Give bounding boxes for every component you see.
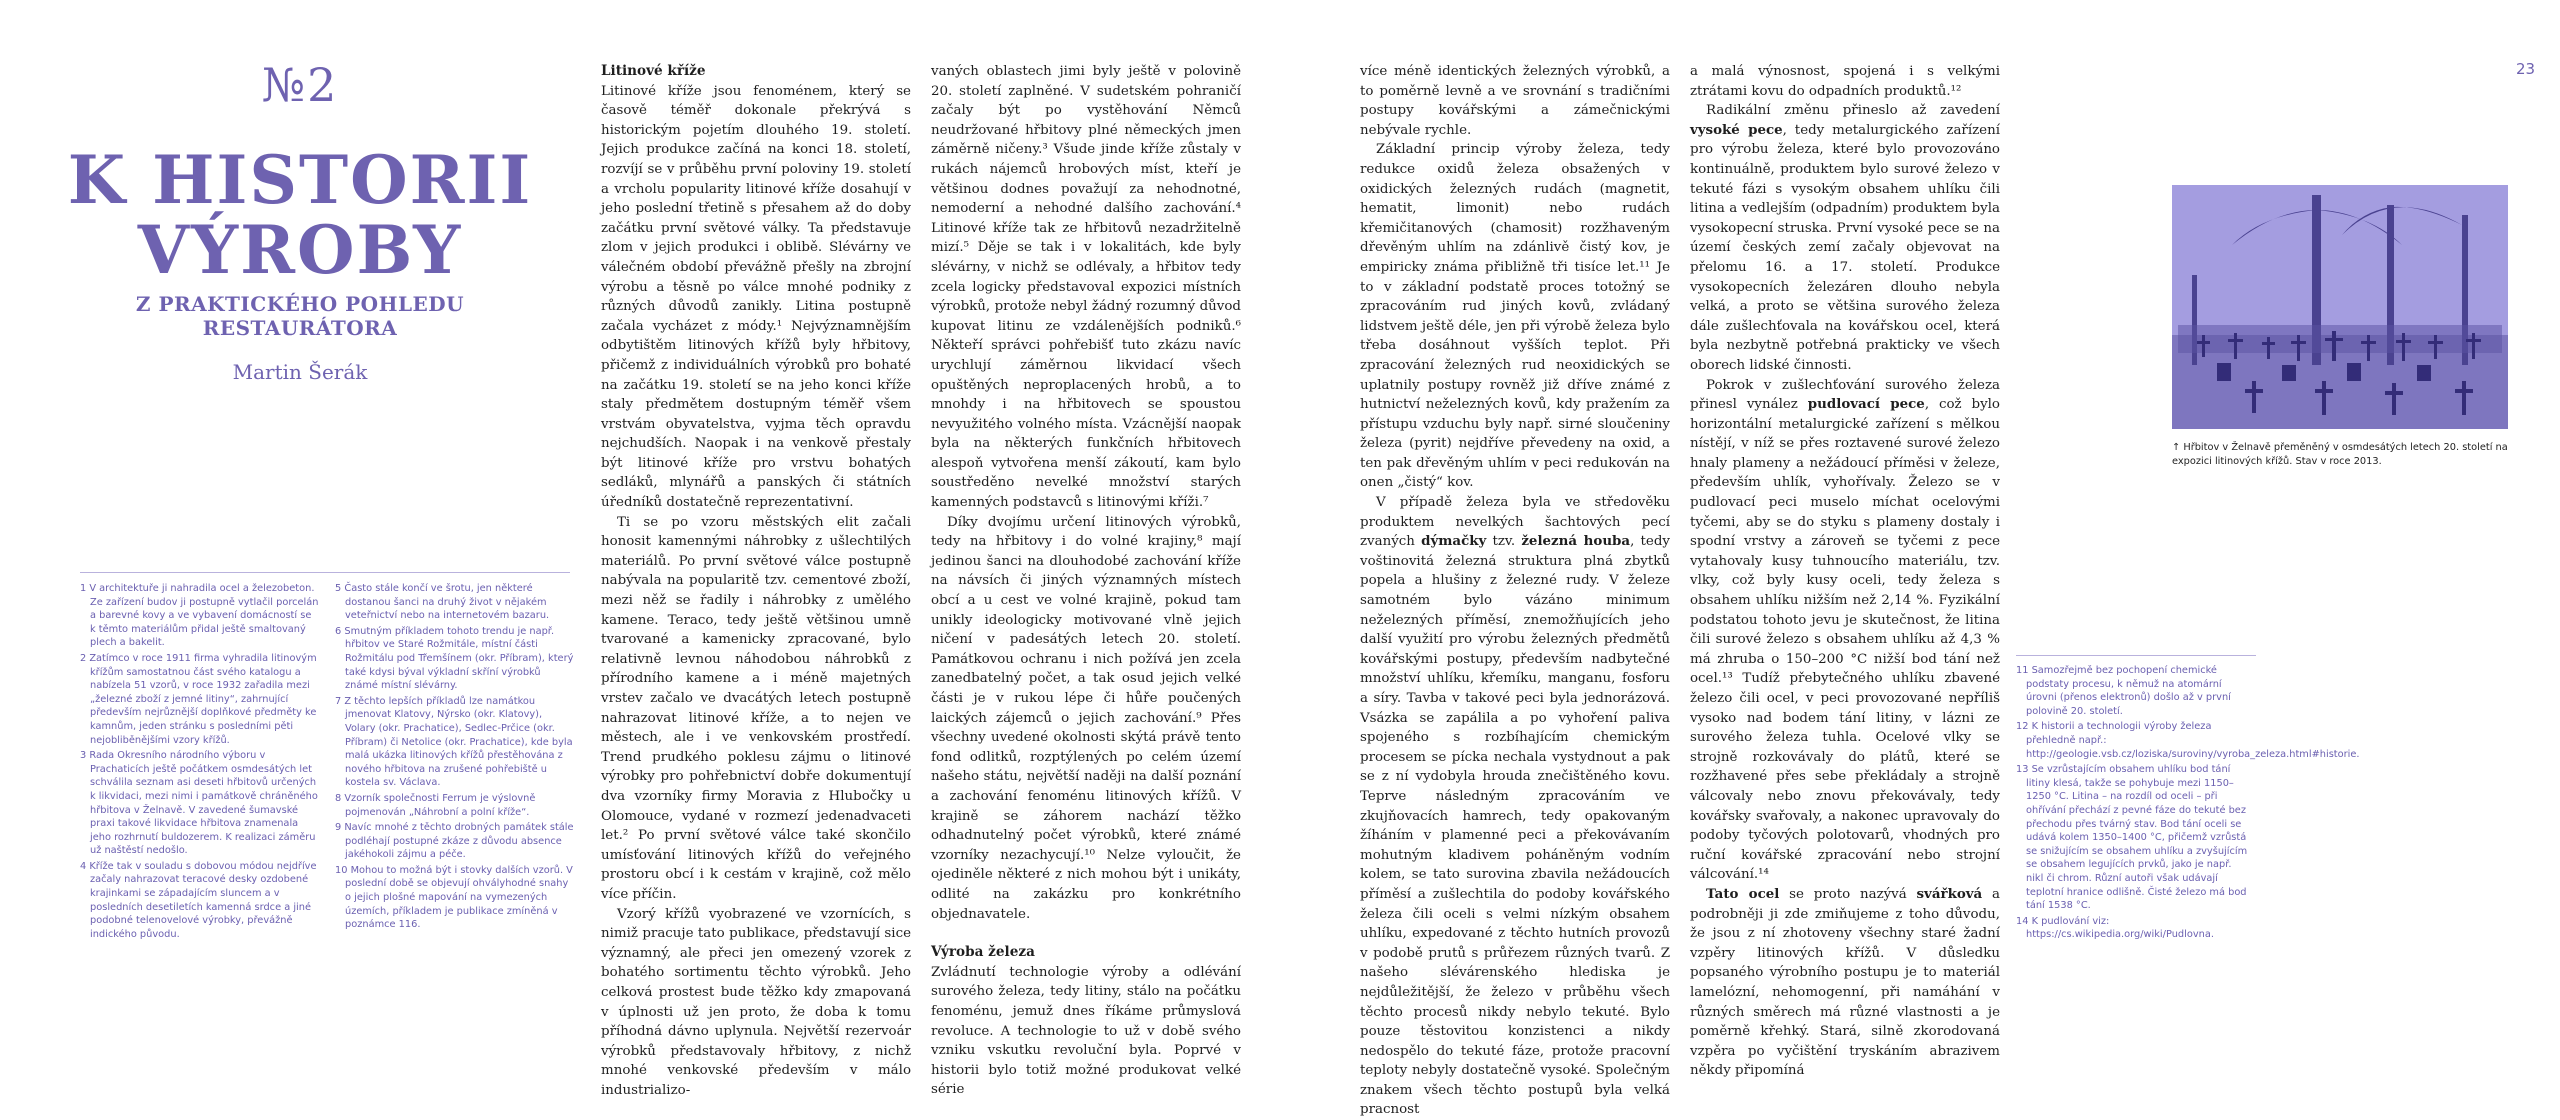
paragraph: vaných oblastech jimi byly ještě v polovině 20. století zaplněné. V sudetském pohraničí začaly být po vystěhování Němců neudržované hřbitovy plné německých jmen záměrně ničeny.³ Všude jinde kříže zůstaly v rukách nájemců hrobových míst, kteří je většinou dodnes považují za nehodnotné, nemoderní a nehodné dalšího zachování.⁴ Litinové kříže tak ze hřbitovů nezadržitelně mizí.⁵ Děje se tak i v lokalitách, kde byly slévárny, v nichž se odlévaly, a hřbitov tedy zcela logicky představoval expozici místních výrobků, protože nebyl žádný rozumný důvod kupovat litinu ze vzdálenějších podniků.⁶ Někteří správci pohřebišť tuto zkázu navíc urychlují záměrnou likvidací všech opuštěných neproplacených hrobů, a to mnohdy i na hřbitovech se spoustou nevyužitého volného místa. Vzácnější naopak byla na některých funkčních hřbitovech alespoň vytvořena menší zákoutí, kam bylo soustředěno nevelké množství starých kamenných podstavců s litinovými kříži.⁷ [931,64,1241,511]
text-column-4 [1690,62,2000,1081]
footnote: 4 Kříže tak v souladu s dobovou módou nejdříve začaly nahrazovat teracové desky ozdobené krajinkami se západajícím sluncem a v posledních desetiletích kamenná srdce a jiné podobné telenovelové výrobky, převážně indického původu. [80,860,317,940]
page-number: 23 [2516,60,2536,78]
article-title-line2: VÝROBY [137,211,463,289]
footnotes-right [2016,664,2360,944]
footnote: 13 Se vzrůstajícím obsahem uhlíku bod tání litiny klesá, takže se pohybuje mezi 1150–1250 °C. Litina – na rozdíl od oceli – při ohřívání přechází z pevné fáze do tekuté bez přechodu přes tvárný stav. Bod tání oceli se udává kolem 1350–1400 °C, přičemž vzrůstá se snižujícím se obsahem uhlíku a zvyšujícím se obsahem legujících prvků, jako je např. nikl či chrom. Různí autoři však udávají teplotní hranice odlišně. Čisté železo má bod tání 1538 °C. [2016,764,2248,912]
footnote: 9 Navíc mnohé z těchto drobných památek stále podléhají postupné zkáze z důvodu absence jakéhokoli zájmu a péče. [335,822,574,861]
footnote: 5 Často stále končí ve šrotu, jen některé dostanou šanci na druhý život v nějakém veteřnictví nebo na internetovém bazaru. [335,583,550,622]
paragraph: více méně identických železných výrobků, a to poměrně levně a ve srovnání s tradičními postupy kovářskými a zámečnickými nebývale rychle. [1360,64,1670,138]
text-column-2 [931,62,1241,1100]
text-column-3 [1360,62,1670,1120]
paragraph: Ti se po vzoru městských elit začali honosit kamennými náhrobky z ušlechtilých materiálů. Po první světové válce postupně nabývala na popularitě tzv. cementové zboží, mezi něž se řadily i náhrobky z umělého kamene. Teraco, tedy ještě většinou umně tvarované a kamenicky zpracované, bylo relativně levnou náhodobou náhrobků z přírodního kamene a i méně majetných vrstev začalo ve dvacátých letech postupně nahrazovat litinové kříže, a to nejen ve městech, ale i ve venkovském prostředí. Trend prudkého poklesu zájmu o litinové výrobky pro pohřebnictví dobře dokumentují dva vzorníky firmy Moravia z Hlubočky u Olomouce, vydané v rozmezí jedenadvaceti let.² Po první světové válce také skončilo umísťování litinových křížů do veřejného prostoru obcí i k cestám v krajině, což mělo více příčin. [601,514,911,902]
article-subtitle: Z PRAKTICKÉHO POHLEDU RESTAURÁTORA [135,292,465,340]
paragraph: Pokrok v zušlechťování surového železa přinesl vynález pudlovací pece, což bylo horizontální metalurgické zařízení s mělkou nístějí, v níž se přes roztavené surové železo hnaly plameny a nežádoucí příměsi v železe, především uhlík, vyhořívaly. Železo se v pudlovací peci muselo míchat ocelovými tyčemi, aby se do styku s plameny dostaly i spodní vrstvy a zároveň se tyčemi z pece vytahovaly kusy tuhnoucího materiálu, tzv. vlky, což byly kusy oceli, tedy železa s obsahem uhlíku nižším než 2,14 %. Fyzikální podstatou tohoto jevu je skutečnost, že litina čili surové železo s obsahem uhlíku až 4,3 % má zhruba o 150–200 °C nižší bod tání než ocel.¹³ Tudíž přebytečného uhlíku zbavené železo čili ocel, v peci provozované nepříliš vysoko nad bodem tání litiny, v lázni ze surového železa tuhla. Ocelové vlky se strojně rozkovávaly do plátů, které se rozžhavené přes sebe překládaly a strojně válcovaly nebo znovu překovávaly, tedy kovářsky svařovaly, a nakonec upravovaly do podoby tyčových polotovarů, vhodných pro ruční kovářské zpracování nebo strojní válcování.¹⁴ [1690,377,2000,883]
footnote: 8 Vzorník společnosti Ferrum je výslovně pojmenován „Náhrobní a polní kříže“. [335,792,536,818]
text-column-1 [601,62,911,1100]
footnotes-column-b [335,582,575,934]
issue-number: №2 [261,58,339,112]
footnote: 6 Smutným příkladem tohoto trendu je např. hřbitov ve Staré Rožmitále, místní části Rožmitálu pod Třemšínem (okr. Příbram), který také kdysi býval výkladní skříní výrobků známé místní slévárny. [335,625,574,692]
article-title-line1: K HISTORII [67,141,533,219]
paragraph: Díky dvojímu určení litinových výrobků, tedy na hřbitovy i do volné krajiny,⁸ mají jedinou šanci na dlouhodobé zachování kříže na návsích či jiných významných místech obcí a u cest ve volné krajině, pokud tam unikly ideologicky motivované vlně jejich ničení v padesátých letech 20. století. Památkovou ochranu i nich požívá jen zcela zanedbatelný počet, a tak osud jejich velké části je v rukou lépe či hůře poučených laických zájemců o jejich zachování.⁹ Přes všechny uvedené okolnosti skýtá právě tento fond odlitků, rozptýlených po celém území našeho státu, největší naději na další poznání a zachování fenoménu litinových křížů. V krajině se záhorem nachází těžko odhadnutelný počet výrobků, které známé vzorníky nezachycují.¹⁰ Nelze vyloučit, že ojediněle některé z nich mohou být i unikáty, odlité na zakázku pro konkrétního objednavatele. [931,514,1241,922]
cemetery-photo [2172,185,2508,429]
footnote-divider [80,572,570,573]
paragraph: V případě železa byla ve středověku produktem nevelkých šachtových pecí zvaných dýmačky tzv. železná houba, tedy voštinovitá železná struktura plná zbytků popela a hlušiny z železné rudy. V železe samotném bylo vázáno minimum neželezných příměsí, znemožňujících jeho další využití pro výrobu železných předmětů kovářskými postupy, především nadbytečné množství uhlíku, křemíku, manganu, fosforu a síry. Tavba v takové peci byla jednorázová. Vsázka se zapálila a po vyhoření paliva spojeného s rozbíhajícím chemickým procesem se pícka nechala vystydnout a pak se z ní vydobyla hrouda znečištěného kovu. Teprve následným zpracováním ve zkujňovacích hamrech, tedy opakovaným žíháním v plamenné peci a překovávaním mohutným kladivem poháněným vodním kolem, se tato surovina zbavila nežádoucích příměsí a zušlechtila do podoby kovářského železa čili oceli s velmi nízkým obsahem uhlíku, expedované z těchto hutních provozů v podobě prutů s průřezem různých tvarů. Z našeho slévárenského hlediska je nejdůležitější, že železo v průběhu všech těchto procesů nikdy nebylo tekuté. Bylo pouze těstovitou konzistenci a nikdy nedospělo do tekuté fáze, protože pracovní teploty nebyly dostatečně vysoké. Společným znakem všech těchto postupů byla velká pracnost [1360,495,1670,1118]
footnote: 14 K pudlování viz: https://cs.wikipedia.org/wiki/Pudlovna. [2016,915,2214,941]
author-name: Martin Šerák [232,360,368,384]
paragraph: Vzorý křížů vyobrazené ve vzornících, s nimiž pracuje tato publikace, představují sice významný, ale přeci jen omezený vzorek z bohatého sortimentu těchto výrobků. Jeho celková prostest bude těžko kdy zmapovaná v úplnosti už jen proto, že doba k tomu příhodná dávno uplynula. Největší rezervoár výrobků představovaly hřbitovy, z nichž mnohé venkovské především v málo industrializo- [601,906,911,1098]
paragraph: a malá výnosnost, spojená i s velkými ztrátami kovu do odpadních produktů.¹² [1690,64,2000,99]
section-heading: Litinové kříže [601,63,706,79]
cemetery-photo-image [2172,185,2508,429]
footnote: 1 V architektuře ji nahradila ocel a železobeton. Ze zařízení budov ji postupně vytlačil porcelán a barevné kovy a ve vybavení domácností se k těmto materiálům přidal ještě smaltovaný plech a bakelit. [80,583,319,649]
photo-caption: ↑ Hřbitov v Želnavě přeměněný v osmdesátých letech 20. století na expozici litinových křížů. Stav v roce 2013. [2172,442,2508,467]
footnote: 10 Mohou to možná být i stovky dalších vzorů. V poslední době se objevují ohvályhodné snahy o jejich plošné mapování na vymezených územích, příkladem je publikace zmíněná v poznámce 116. [335,864,573,931]
paragraph: Litinové kříže jsou fenoménem, který se časově téměř dokonale překrývá s historickým pojetím dlouhého 19. století. Jejich produkce začíná na konci 18. století, rozvíjí se v průběhu první poloviny 19. století a vrcholu popularity litinové kříže dosahují v jeho poslední třetině s přesahem až do doby začátku první světové války. Ta představuje zlom v jejich produkci i oblibě. Slévárny ve válečném období převážně přešly na zbrojní výrobu a těsně po válce mnohé podniky z různých důvodů zanikly. Litina postupně začala vycházet z módy.¹ Nejvýznamnějším odbytištěm litinových křížů byly hřbitovy, přičemž z individuálních výrobků pro bohaté na začátku 19. století se na jeho konci kříže staly předmětem dostupným téměř všem vrstvám obyvatelstva, vyjma těch opravdu nejchudších. Naopak i na venkově přestaly být litinové kříže pro vrstvu bohatých sedláků, mlynářů a panských či státních úředníků dostatečně reprezentativní. [601,83,911,511]
paragraph: Tato ocel se proto nazývá svářková a podrobněji ji zde zmiňujeme z toho důvodu, že jsou z ní zhotoveny všechny staré žadní vzpěry litinových křížů. V důsledku popsaného výrobního postupu je to materiál lamelózní, nehomogenní, při namáhání v různých směrech má různé vlastnosti a je poměrně křehký. Stará, silně zkorodovaná vzpěra po vyčištění tryskáním abrazivem někdy připomíná [1690,885,2000,1079]
paragraph: Základní princip výroby železa, tedy redukce oxidů železa obsažených v oxidických železných rudách (magnetit, hematit, limonit) nebo rudách křemičitanových (chamosit) rozžhaveným dřevěným uhlím na zdánlivě čistý kov, je empiricky známa přibližně tři tisíce let.¹¹ Je to v základní podstatě proces totožný se zpracováním rud jiných kovů, zvládaný lidstvem ještě déle, jen při výrobě železa bylo třeba dosáhnout vyšších teplot. Při zpracování železných rud neoxidických se uplatnily postupy rovněž již dříve známé z hutnictví neželezných kovů, kdy pražením za přístupu vzduchu byly např. sirné sloučeniny železa (pyrit) nejdříve převedeny na oxid, a ten pak dřevěným uhlím v peci redukován na onen „čistý“ kov. [1360,142,1670,491]
footnotes-column-a [80,582,320,943]
footnote: 2 Zatímco v roce 1911 firma vyhradila litinovým křížům samostatnou část svého katalogu a nabízela 51 vzorů, v roce 1932 zařadila mezi „železné zboží z jemné litiny“, zahrnující především nejrůznější doplňkové předměty ke kamnům, jeden stránku s posledními pěti nejobliběnějšími vzory křížů. [80,652,317,746]
section-heading: Výroba železa [931,944,1035,961]
footnote: 3 Rada Okresního národního výboru v Prachaticích ještě počátkem osmdesátých let schválila seznam asi deseti hřbitovů určených k likvidaci, mezi nimi i památkově chráněného hřbitova v Želnavě. V zavedené šumavské praxi takové likvidace hřbitova znamenala jeho rozhrnutí buldozerem. K realizaci záměru už naštěstí nedošlo. [80,750,318,857]
paragraph: Radikální změnu přineslo až zavedení vysoké pece, tedy metalurgického zařízení pro výrobu železa, které bylo provozováno kontinuálně, produktem bylo surové železo v tekuté fázi s vysokým obsahem uhlíku čili litina a vedlejším (odpadním) produktem byla vysokopecní struska. První vysoké pece se na území českých zemí začaly objevovat na přelomu 16. a 17. století. Produkce vysokopecních železáren dlouho nebyla velká, a proto se většina surového železa dále zušlechťovala na kovářskou ocel, která byla nezbytně potřebná prakticky ve všech oborech lidské činnosti. [1690,103,2000,373]
footnote: 7 Z těchto lepších příkladů lze namátkou jmenovat Klatovy, Nýrsko (okr. Klatovy), Volary (okr. Prachatice), Sedlec-Prčice (okr. Příbram) či Netolice (okr. Prachatice), kde byla malá ukázka litinových křížů přestěhována z nového hřbitova na zrušené pohřebiště u kostela sv. Václava. [335,695,573,789]
footnote: 11 Samozřejmě bez pochopení chemické podstaty procesu, k němuž na atomární úrovni (přenos elektronů) došlo až v první polovině 20. století. [2016,665,2231,717]
footnote: 12 K historii a technologii výroby železa přehledně např.: http://geologie.vsb.cz/loziska/suroviny/vyroba_zeleza.html#historie. [2016,721,2360,760]
paragraph: Zvládnutí technologie výroby a odlévání surového železa, tedy litiny, stálo na počátku fenoménu, jemuž dnes říkáme průmyslová revoluce. A technologie to už v době svého vzniku vskutku revoluční byla. Poprvé v historii bylo totiž možné produkovat velké série [931,964,1241,1098]
footnote-divider [2016,655,2256,656]
